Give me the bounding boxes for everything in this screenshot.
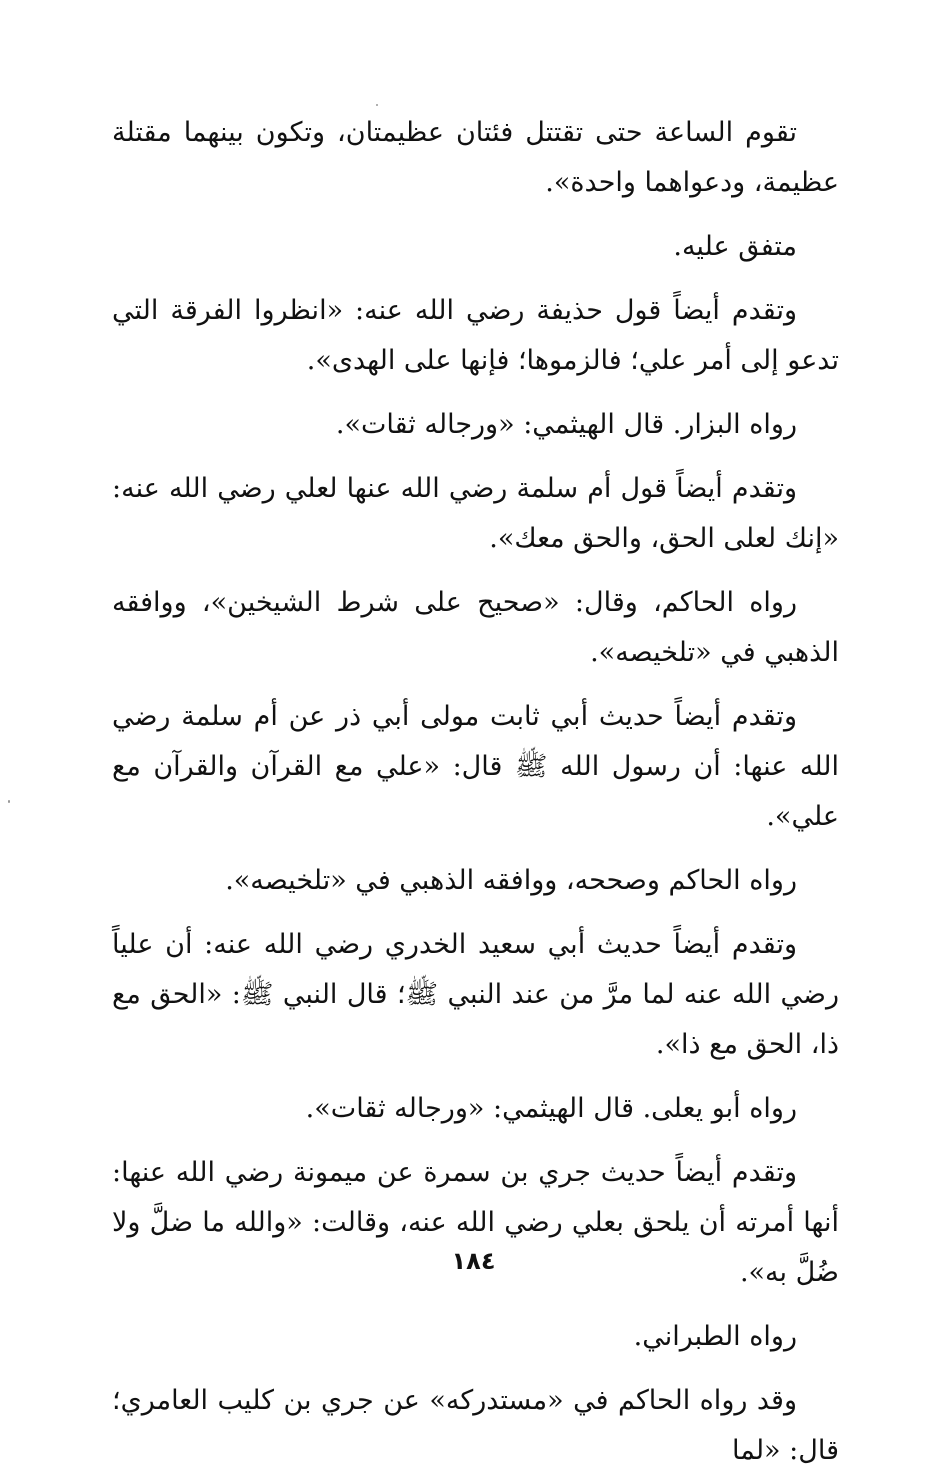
paragraph: وتقدم أيضاً قول أم سلمة رضي الله عنها لعلي رضي الله عنه: «إنك لعلى الحق، والحق معك». [112,473,839,554]
scan-speck [376,104,378,106]
paragraph: رواه الحاكم وصححه، ووافقه الذهبي في «تلخيصه». [225,865,797,896]
paragraph: وتقدم أيضاً حديث أبي ثابت مولى أبي ذر عن أم سلمة رضي الله عنها: أن رسول الله ﷺ قال: «علي مع القرآن والقرآن مع علي». [112,701,839,832]
paragraph: وتقدم أيضاً قول حذيفة رضي الله عنه: «انظروا الفرقة التي تدعو إلى أمر علي؛ فالزموها؛ فإنها على الهدى». [112,295,839,376]
paragraph: تقوم الساعة حتى تقتتل فئتان عظيمتان، وتكون بينهما مقتلة عظيمة، ودعواهما واحدة». [112,117,839,198]
paragraph: وقد رواه الحاكم في «مستدركه» عن جري بن كليب العامري؛ قال: «لما [112,1385,839,1466]
paragraph: رواه أبو يعلى. قال الهيثمي: «ورجاله ثقات». [305,1093,797,1124]
page-number: ١٨٤ [451,1247,496,1275]
paragraph: رواه البزار. قال الهيثمي: «ورجاله ثقات». [335,409,797,440]
paragraph: رواه الطبراني. [633,1321,797,1352]
paragraph: وتقدم أيضاً حديث جري بن سمرة عن ميمونة رضي الله عنها: أنها أمرته أن يلحق بعلي رضي الله عنه، وقالت: «والله ما ضلَّ ولا ضُلَّ به». [112,1157,839,1288]
paragraph: وتقدم أيضاً حديث أبي سعيد الخدري رضي الله عنه: أن علياً رضي الله عنه لما مرَّ من عند النبي ﷺ؛ قال النبي ﷺ: «الحق مع ذا، الحق مع ذا». [112,929,839,1060]
scan-speck [8,800,10,803]
paragraph: رواه الحاكم، وقال: «صحيح على شرط الشيخين»، ووافقه الذهبي في «تلخيصه». [112,587,839,668]
paragraph: متفق عليه. [673,231,797,262]
